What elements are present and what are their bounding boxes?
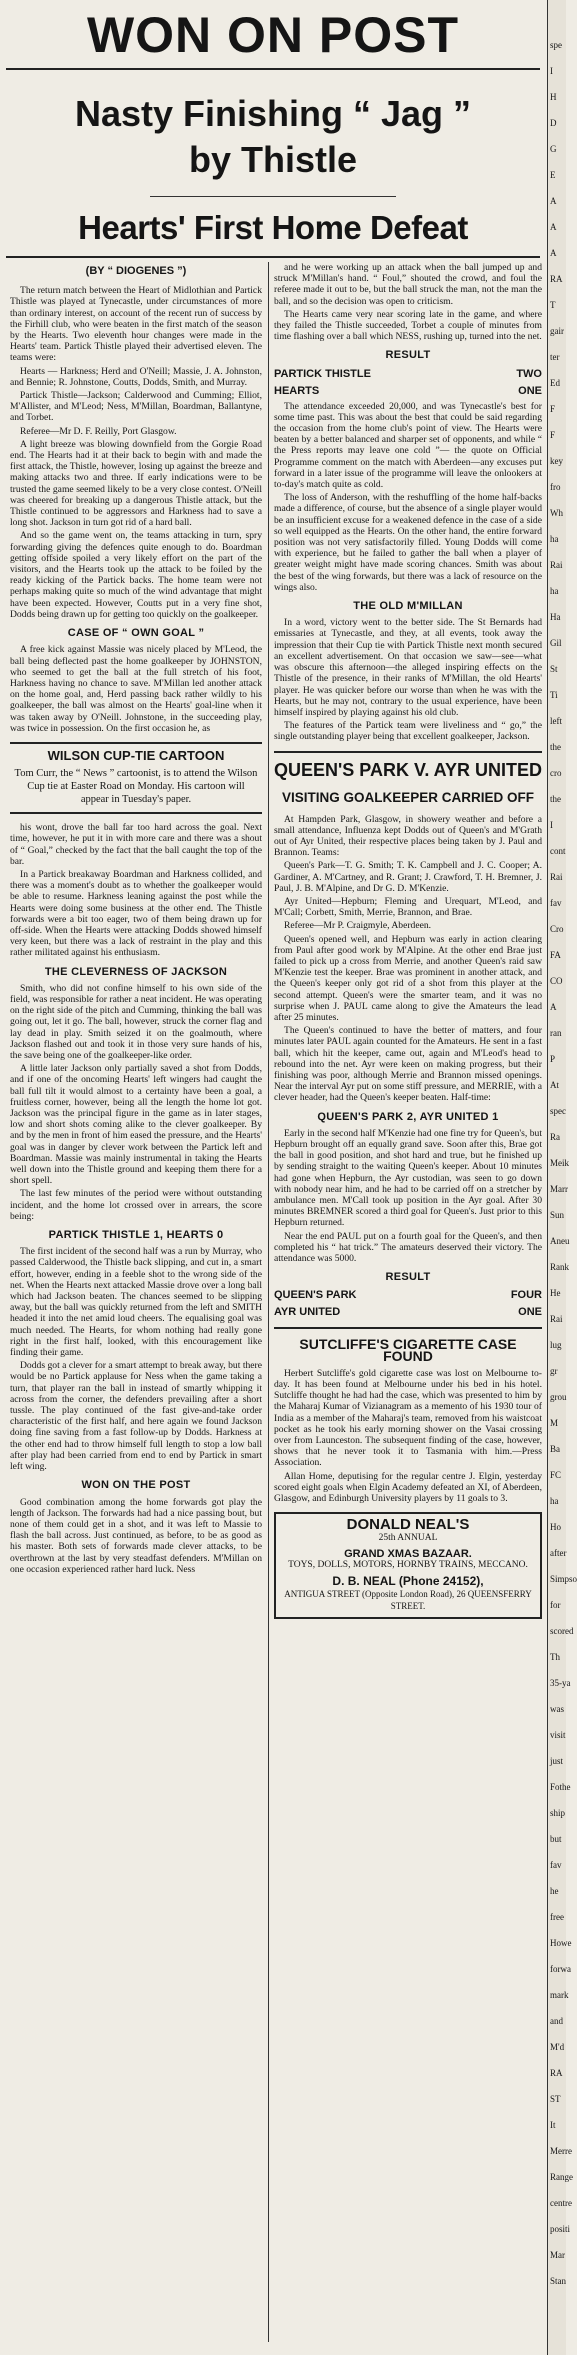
edge-fragment: key <box>550 456 563 466</box>
paragraph: At Hampden Park, Glasgow, in showery weather and before a small attendance, Influenza kept Dodds out of Queen's and M'Grath out of Ayr United, their respective places being taken by J. Paul and Brannon. Teams: <box>274 813 542 859</box>
edge-fragment: P <box>550 1054 556 1064</box>
edge-fragment: It <box>550 2120 556 2130</box>
subheadline-line-1: Nasty Finishing “ Jag ” <box>74 93 472 134</box>
subhead-half-time: PARTICK THISTLE 1, HEARTS 0 <box>48 1229 224 1242</box>
edge-fragment: gair <box>550 326 564 336</box>
paragraph: The loss of Anderson, with the reshuffling of the home half-backs made a difference, of course, but the absence of a single player would be an insufficient excuse for a weakened defence in the case of a side so well equipped as the Hearts. On the other hand, the entire forward position was not very satisfactorily filled. Young Dodds will come with experience, but he failed to gather the ball when a player of greater weight might have made scoring chances. Smith was about the best of the wing forwards, but there was a lack of resource on the wings also. <box>274 492 542 593</box>
edge-fragment: 35-ya <box>550 1678 571 1688</box>
edge-fragment: M <box>550 1418 559 1428</box>
edge-fragment: grou <box>550 1392 567 1402</box>
advert-shop: D. B. NEAL (Phone 24152), <box>332 1574 484 1589</box>
edge-fragment: Rai <box>550 1314 563 1324</box>
edge-fragment: visit <box>550 1730 566 1740</box>
queens-park-team: Queen's Park—T. G. Smith; T. K. Campbell and J. C. Cooper; A. Gardiner, A. M'Cartney, and R. Grant; J. Crawford, T. H. Bremner, J. Paul, J. B. M'Alpine, and Dr G. D. M'Kenzie. <box>274 860 542 894</box>
edge-fragment: Ha <box>550 612 561 622</box>
edge-fragment: ha <box>550 534 559 544</box>
half-time-score: QUEEN'S PARK 2, AYR UNITED 1 <box>317 1110 499 1123</box>
edge-fragment: Th <box>550 1652 560 1662</box>
paragraph: his wont, drove the ball far too hard across the goal. Next time, however, he put it in with more care and there was a shout of “ Goal,” checked by the fact that the ball caught the top of the bar. <box>10 822 262 867</box>
edge-fragment: fav <box>550 1860 562 1870</box>
result-score: ONE <box>518 384 542 397</box>
edge-fragment: Ed <box>550 378 560 388</box>
edge-fragment: At <box>550 1080 559 1090</box>
left-column <box>10 262 262 2352</box>
edge-fragment: left <box>550 716 562 726</box>
referee: Referee—Mr D. F. Reilly, Port Glasgow. <box>20 425 177 437</box>
edge-fragment: Fothe <box>550 1782 571 1792</box>
edge-fragment: I <box>550 66 553 76</box>
edge-fragment: A <box>550 248 557 258</box>
result-team: QUEEN'S PARK <box>274 1289 357 1302</box>
cartoon-notice-title: WILSON CUP-TIE CARTOON <box>47 747 225 763</box>
edge-fragment: F <box>550 404 556 414</box>
advert-line: GRAND XMAS BAZAAR. <box>344 1547 472 1560</box>
edge-fragment: Mar <box>550 2250 565 2260</box>
middle-column <box>274 262 542 2352</box>
thistle-team: Partick Thistle—Jackson; Calderwood and Cumming; Elliot, M'Allister, and M'Leod; Ness, M'Millan, Boardman, Ballantyne, and Torbet. <box>10 390 262 424</box>
paragraph: The attendance exceeded 20,000, and was Tynecastle's best for some time past. This was about the best that could be said regarding the occasion from the home club's point of view. The Hearts were beaten by a better balanced and sharper set of opponents, and while “ the Press reports may leave one cold ”— the quote on Official Programme comment on the match with Aberdeen—any excuses put forward in a later issue of the programme will leave the onlookers at to-day's match quite as cold. <box>274 400 542 491</box>
edge-fragment: Cro <box>550 924 564 934</box>
sutcliffe-headline: SUTCLIFFE'S CIGARETTE CASE FOUND <box>299 1336 517 1364</box>
paragraph: Smith, who did not confine himself to his own side of the field, was responsible for rather a neat incident. He was operating on the right side of the pitch and Cumming, thinking the ball was going out, let it go. The ball, however, struck the corner flag and lay dead in play. Smith seized it on the goalmouth, where Jackson flashed out and took it in those very sure hands of his, the save being one of the goalkeeper-like order. <box>10 982 263 1061</box>
subhead-old-mmillan: THE OLD M'MILLAN <box>353 600 463 613</box>
paragraph: Herbert Sutcliffe's gold cigarette case was lost on Melbourne to-day. It has been found at Melbourne under his bed in his hotel. Sutcliffe thought he had had the case, which was presented to him by the Maharaj Kumar of Vizianagram as a memento of his 1930 tour of India as a member of the Maharaj's team, removed from his waistcoat pocket as he took his early morning shower on the Vasai crossing over from Launceston. The subsequent finding of the case, however, shows that he never took it to Tasmania with him.—Press Association. <box>274 1367 542 1469</box>
edge-fragment: just <box>550 1756 564 1766</box>
column-divider <box>268 262 269 2342</box>
edge-fragment: ter <box>550 352 560 362</box>
edge-fragment: and <box>550 2016 563 2026</box>
headline-rule <box>6 68 540 70</box>
edge-fragment: scored <box>550 1626 574 1636</box>
hearts-team: Hearts — Harkness; Herd and O'Neill; Massie, J. A. Johnston, and Bennie; R. Johnstone, Coutts, Dodds, Smith, and Murray. <box>10 365 262 388</box>
paragraph: The Queen's continued to have the better of matters, and four minutes later PAUL again counted for the Amateurs. He sent in a fast ball, which hit the keeper, came out, again and M'Leod's head to rebound into the net. Ayr were keen on making progress, but their finishing was poor, although Merrie and Brannon missed openings. Near the interval Ayr put on some stiff pressure, and MERRIE, with a clever header, had the Queen's keeper beaten. Half-time: <box>274 1025 542 1104</box>
edge-fragment: Stan <box>550 2276 567 2286</box>
paragraph: In a word, victory went to the better side. The St Bernards had emissaries at Tynecastle, and they, at all events, took away the impression that their Cup tie with Partick Thistle next month secured an excellent advertisement. On that occasion we saw—see—what was obscure this afternoon—the alleged inspiring effects on the Thistle of the presence, in their ranks of M'Millan, the old Hearts' player. He was quicker before our worse than when he was with the Hearts, but he may not, contrary to the usual experience, have been himself inspired by playing against his old club. <box>274 617 542 718</box>
edge-fragment: Rank <box>550 1262 569 1272</box>
edge-fragment: Rai <box>550 560 563 570</box>
result-line-away <box>274 384 542 398</box>
edge-fragment: F <box>550 430 556 440</box>
edge-fragment: A <box>550 1002 557 1012</box>
edge-fragment: gr <box>550 1366 558 1376</box>
subheadline-line-2: by Thistle <box>188 139 358 180</box>
subhead-won-on-post: WON ON THE POST <box>81 1479 191 1492</box>
bazaar-advert <box>274 1512 542 1618</box>
paragraph: Early in the second half M'Kenzie had one fine try for Queen's, but Hepburn brought off an equally grand save. Soon after this, Brae got the ball in good position, and shot hard and true, but he finished up by sending straight to the waiting Queen's keeper. About 10 minutes had gone when Hepburn, the Ayr custodian, was seen to go down with nobody near him, and he had to be carried off on a stretcher by ambulance men. M'Call took up position in the Ayr goal. After 30 minutes BREMNER scored a third goal for Queen's. Just prior to this Hepburn returned. <box>274 1127 542 1229</box>
final-result-away <box>274 1305 542 1319</box>
edge-fragment: Merre <box>550 2146 572 2156</box>
edge-fragment: St <box>550 664 558 674</box>
queens-park-subheadline: VISITING GOALKEEPER CARRIED OFF <box>281 789 535 805</box>
edge-fragment: centre <box>550 2198 572 2208</box>
paragraph: The last few minutes of the period were without outstanding incident, and the home lot crossed over in arrears, the score being: <box>10 1188 262 1222</box>
edge-fragment: Howe <box>550 1938 572 1948</box>
edge-fragment: fav <box>550 898 562 908</box>
final-result-home <box>274 1288 542 1302</box>
edge-fragment: he <box>550 1886 559 1896</box>
paragraph: The Hearts came very near scoring late in the game, and where they failed the Thistle succeeded, Torbet a couple of minutes from time flashing over a ball which NESS, rushing up, turned into the net. <box>274 308 542 343</box>
short-rule <box>150 196 396 197</box>
result-score: TWO <box>516 367 542 380</box>
paragraph: The return match between the Heart of Midlothian and Partick Thistle was played at Tynecastle, under circumstances of more than ordinary interest, on account of the recent run of success by the Firhill club, who were beaten in the first match of the season by the Hearts. Two eleventh hour changes were made in the Hearts' team. Partick Thistle played their advertised eleven. The teams were: <box>10 285 262 364</box>
paragraph: A free kick against Massie was nicely placed by M'Leod, the ball being deflected past the home goalkeeper by JOHNSTON, who seemed to get the ball at the full stretch of his foot, Harkness having no chance to save. M'Millan led another attack on the home goal, and, Herd passing back rather wildly to his goalkeeper, the ball was almost on the Hearts' goal-line when it was taken away by O'Neill. Johnstone, in the succeeding play, was twice in possession. On the first occasion he, as <box>10 644 262 734</box>
paragraph: The first incident of the second half was a run by Murray, who passed Calderwood, the Thistle back slipping, and cut in, a smart effort, however, ending in a feeble shot to the wrong side of the net. When the Hearts next attacked Massie drove over a long ball which had Jackson beaten. The chances seemed to be slipping away, but the ball was quickly returned from the left and SMITH headed it into the net amid loud cheers. The equalising goal was much needed. The Hearts, for whom nothing had really gone right in the first half, looked, with this encouragement like finding their game. <box>10 1246 262 1359</box>
edge-fragment: Ra <box>550 1132 560 1142</box>
third-headline: Hearts' First Home Defeat <box>78 209 468 246</box>
edge-fragment: Range <box>550 2172 573 2182</box>
section-rule <box>274 751 542 753</box>
advert-line: TOYS, DOLLS, MOTORS, HORNBY TRAINS, MECCANO. <box>288 1559 528 1570</box>
edge-fragment: but <box>550 1834 562 1844</box>
paragraph: Good combination among the home forwards got play the length of Jackson. The forwards had had a nice passing bout, but none of them could get in a shot, and it was left to Massie to flash the ball across. Just continued, as before, to be as good as his master. Both sets of forwards made clever attacks, to be overthrown at the last by very steadfast defenders. M'Millan on one occasion experienced rather hard luck. Ness <box>10 1496 262 1575</box>
edge-fragment: for <box>550 1600 561 1610</box>
result-line-home <box>274 367 542 381</box>
edge-fragment: E <box>550 170 556 180</box>
edge-fragment: after <box>550 1548 567 1558</box>
result-team: HEARTS <box>274 384 320 397</box>
edge-fragment: ha <box>550 1496 559 1506</box>
edge-fragment: He <box>550 1288 561 1298</box>
edge-fragment: Ti <box>550 690 558 700</box>
edge-fragment: RA <box>550 274 563 284</box>
result-team: AYR UNITED <box>274 1306 341 1319</box>
paragraph: And so the game went on, the teams attacking in turn, spry forwarding giving the defences quite enough to do. Boardman getting offside spoiled a very likely effort on the part of the visitors, and the Hearts took up the attack to be foiled by the ready kicking of the Partick backs. The home team were not perhaps making quite so much of the wind advantage that might have been expected. However, Coutts put in a very fine shot, Dodds being drawn up for getting too quickly on the goalkeeper. <box>10 530 262 620</box>
edge-fragment: Wh <box>550 508 563 518</box>
edge-fragment: forwa <box>550 1964 571 1974</box>
paragraph: A little later Jackson only partially saved a shot from Dodds, and if one of the oncoming Hearts' left wingers had caught the ball full tilt it would almost to a certainty have been a goal, a fruitless corner, however, being all the length the home lot got. Jackson was the principal figure in the game as in later stages, low and short shots coming alike to the clever goalkeeper. By and by the men in front of him eased the pressure, and the Hearts' goal was in danger by clever work between the Partick left and Boardman. Massie was mainly instrumental in taking the Hearts well down into the Thistle ground and keeping them there for a short spell. <box>10 1063 262 1187</box>
edge-fragment: FC <box>550 1470 562 1480</box>
edge-fragment: Marr <box>550 1184 568 1194</box>
edge-fragment: RA <box>550 2068 563 2078</box>
edge-fragment: Ba <box>550 1444 560 1454</box>
advert-name: DONALD NEAL'S <box>346 1516 470 1534</box>
edge-fragment: ha <box>550 586 559 596</box>
edge-fragment: Sun <box>550 1210 565 1220</box>
edge-fragment: mark <box>550 1990 569 2000</box>
paragraph: The features of the Partick team were liveliness and “ go,” the single outstanding player being that excellent goalkeeper, Jackson. <box>274 720 542 743</box>
edge-fragment: Ho <box>550 1522 561 1532</box>
edge-fragment: G <box>550 144 557 154</box>
result-heading: RESULT <box>385 349 431 362</box>
edge-fragment: A <box>550 222 557 232</box>
paragraph: and he were working up an attack when the ball jumped up and struck M'Millan's hand. “ Foul,” shouted the crowd, and foul the referee made it out to be, but the ball struck the man, not the man the ball, and so the decision was open to criticism. <box>274 262 542 307</box>
edge-fragment: free <box>550 1912 564 1922</box>
edge-fragment: M'd <box>550 2042 565 2052</box>
edge-fragment: cro <box>550 768 562 778</box>
edge-fragment: fro <box>550 482 561 492</box>
advert-address: ANTIGUA STREET (Opposite London Road), 26 QUEENSFERRY STREET. <box>284 1589 532 1611</box>
edge-fragment: the <box>550 742 561 752</box>
cartoon-notice-body: Tom Curr, the “ News ” cartoonist, is to attend the Wilson Cup tie at Easter Road on Monday. His cartoon will appear in Tuesday's paper. <box>14 768 258 806</box>
paragraph: A light breeze was blowing downfield from the Gorgie Road end. The Hearts had it at their back to begin with and made the first attack, the Thistle, however, losing up against the breeze and making attacks two and three. If early indications were to be trusted the game seemed likely to be a very close contest. O'Neill was cheered for breaking up a dangerous Thistle attack, but the Thistle continued to be aggressors and Harkness had to save a long shot. Jackson in turn got rid of a hard ball. <box>10 438 262 529</box>
subhead-jackson: THE CLEVERNESS OF JACKSON <box>44 965 228 978</box>
edge-fragment: D <box>550 118 557 128</box>
edge-fragment: spec <box>550 1106 566 1116</box>
edge-fragment: Meik <box>550 1158 569 1168</box>
cartoon-notice-box <box>10 742 262 814</box>
edge-fragment: the <box>550 794 561 804</box>
edge-fragment: positi <box>550 2224 571 2234</box>
edge-fragment: cont <box>550 846 566 856</box>
section-rule <box>6 256 540 258</box>
edge-fragment: T <box>550 300 556 310</box>
result-team: PARTICK THISTLE <box>274 367 371 380</box>
edge-fragment: ran <box>550 1028 562 1038</box>
edge-fragment: Aneu <box>550 1236 570 1246</box>
paragraph: Near the end PAUL put on a fourth goal for the Queen's, and then completed his “ hat trick.” The amateurs deserved their victory. The attendance was 5000. <box>274 1230 542 1265</box>
edge-fragment: spe <box>550 40 562 50</box>
edge-fragment: was <box>550 1704 564 1714</box>
byline: (BY “ DIOGENES ”) <box>85 265 187 277</box>
section-rule <box>274 1327 542 1329</box>
edge-fragment: I <box>550 820 553 830</box>
result-score: ONE <box>518 1306 542 1319</box>
referee: Referee—Mr P. Craigmyle, Aberdeen. <box>284 920 432 932</box>
edge-fragment: Rai <box>550 872 563 882</box>
final-result-heading: RESULT <box>385 1271 431 1284</box>
paragraph: Allan Home, deputising for the regular centre J. Elgin, yesterday scored eight goals when Elgin Academy defeated an XI, of Aberdeen, Glasgow, and Edinburgh University players by 11 goals to 3. <box>274 1470 542 1505</box>
edge-fragment: H <box>550 92 557 102</box>
edge-fragment: FA <box>550 950 561 960</box>
edge-fragment: ST <box>550 2094 561 2104</box>
edge-fragment: A <box>550 196 557 206</box>
ayr-united-team: Ayr United—Hepburn; Fleming and Urequart, M'Leod, and M'Call; Corbett, Smith, Merrie, Brannon, and Brae. <box>274 895 542 919</box>
edge-fragment: CO <box>550 976 563 986</box>
advert-line: 25th ANNUAL <box>378 1533 438 1544</box>
paragraph: In a Partick breakaway Boardman and Harkness collided, and there was a moment's doubt as to whether the goalkeeper would be able to resume. Harkness leaning against the post while the Hearts were doing some business at the other end. The Thistle forwards were a bit too eager, two of them being drawn up for off-side. When the Hearts were attacking Dodds showed himself very keen, but there was a lack of restraint in the play and this rather militated against his enthusiasm. <box>10 868 262 959</box>
result-score: FOUR <box>510 1289 542 1302</box>
queens-park-headline: QUEEN'S PARK V. AYR UNITED <box>274 759 543 780</box>
paragraph: Queen's opened well, and Hepburn was early in action clearing from Paul after good work by M'Alpine. At the other end Brae just failed to pick up a cross from Merrie, and another Queen's raid saw M'Kenzie test the keeper. Brae was prominent in another attack, and the Queen's keeper only got rid of a shot from this player at the second attempt. Queen's were the smarter team, and it was no surprise when J. PAUL came along to give the Amateurs the lead after 25 minutes. <box>274 933 542 1023</box>
edge-fragment: Gil <box>550 638 562 648</box>
paragraph: Dodds got a clever for a smart attempt to break away, but there would be no Partick applause for Ness when the game taking a turn, that player ran the ball in instead of smartly whipping it across from the corner, the defenders prevailing after a short tussle. The play continued of the fast give-and-take order characteristic of the first half, and here again we found Jackson doing fine saving from a fast follow-up by Dodds. Harkness at the other end had to throw himself full length to stop a low ball after play had been carried from end to end by Partick in smart left wing. <box>10 1360 262 1473</box>
edge-fragment: lug <box>550 1340 562 1350</box>
adjacent-column-fragment <box>548 0 577 2355</box>
edge-fragment: ship <box>550 1808 566 1818</box>
subhead-own-goal: CASE OF “ OWN GOAL ” <box>67 627 205 640</box>
edge-fragment: Simpso <box>550 1574 577 1584</box>
main-headline: WON ON POST <box>86 7 460 63</box>
